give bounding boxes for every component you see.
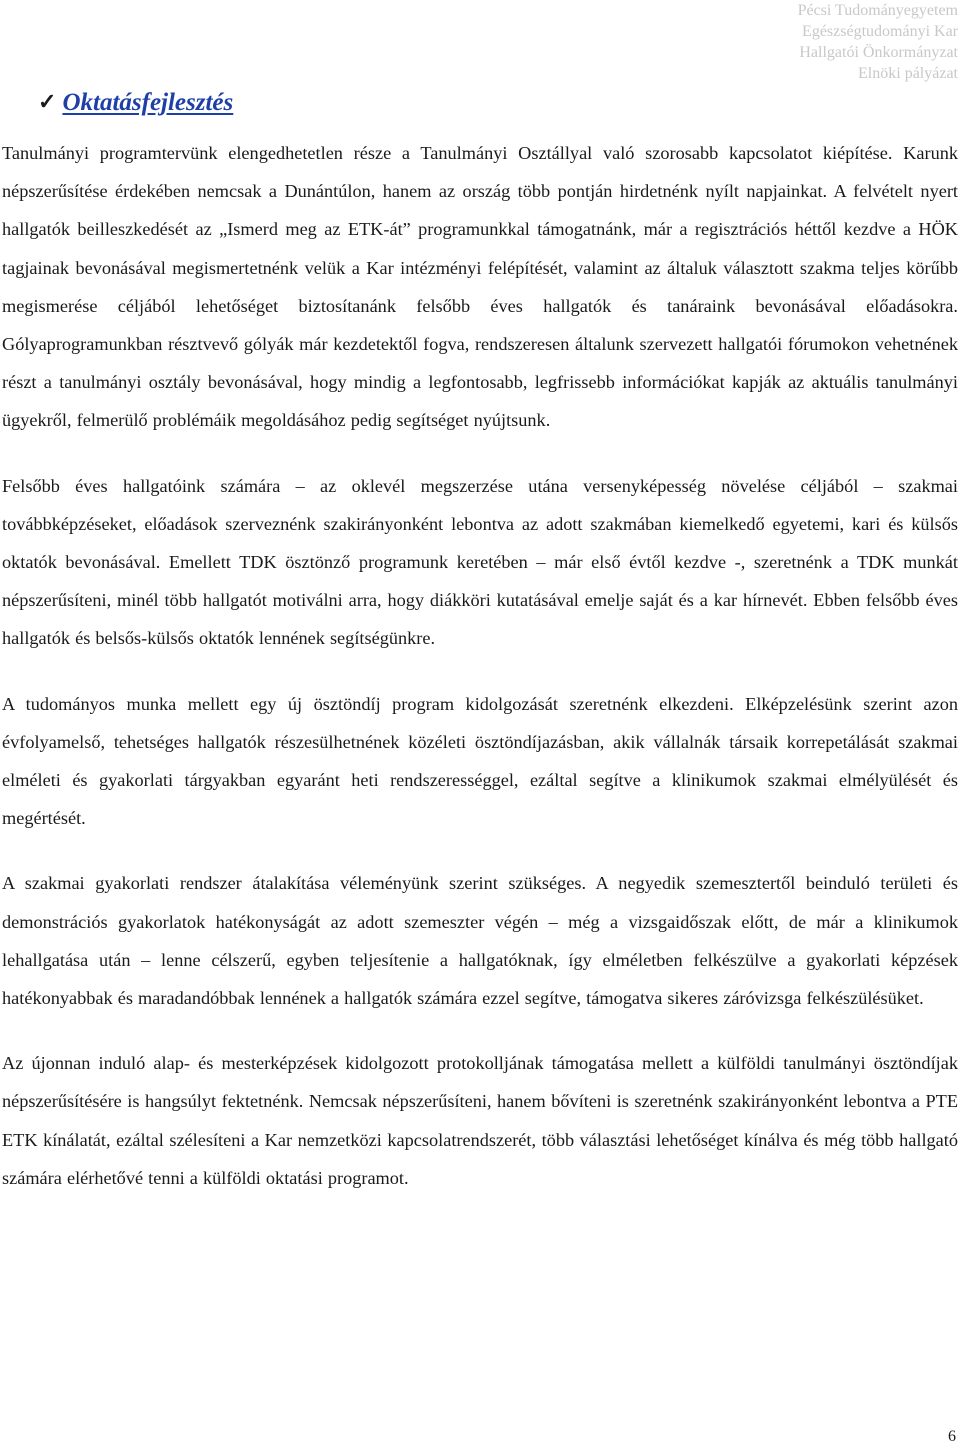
document-body: [2, 134, 958, 1224]
section-title: Oktatásfejlesztés: [62, 89, 234, 116]
paragraph-senior-students: Felsőbb éves hallgatóink számára – az oklevél megszerzése utána versenyképesség növelése céljából – szakmai továbbképzéseket, előadások szerveznénk szakirányonként lebontva az adott szakmában kiemelkedő egyetemi, kari és külsős oktatók bevonásával. Emellett TDK ösztönző programunk keretében – már első évtől kezdve -, szeretnénk a TDK munkát népszerűsíteni, minél több hallgatót motiválni arra, hogy diákköri kutatásával emelje saját és a kar hírnevét. Ebben felsőbb éves hallgatók és belsős-külsős oktatók lennének segítségünkre.: [2, 475, 958, 649]
paragraph-scholarship: A tudományos munka mellett egy új ösztöndíj program kidolgozását szeretnénk elkezdeni. Elképzelésünk szerint azon évfolyamelső, tehetséges hallgatók részesülhetnének közéleti ösztöndíjazásban, akik vállalnák társaik korrepetálását szakmai elméleti és gyakorlati tárgyakban egyaránt heti rendszerességgel, ezáltal segítve a klinikumok szakmai elmélyülését és megértését.: [2, 693, 958, 829]
header-university: Pécsi Tudományegyetem: [797, 2, 958, 19]
paragraph-curriculum: Tanulmányi programtervünk elengedhetetlen része a Tanulmányi Osztállyal való szorosabb kapcsolatot kiépítése. Karunk népszerűsítése érdekében nemcsak a Dunántúlon, hanem az ország több pontján hirdetnénk nyílt napjainkat. A felvételt nyert hallgatók beilleszkedését az „Ismerd meg az ETK-át” programunkkal támogatnánk, már a regisztrációs héttől kezdve a HÖK tagjainak bevonásával megismertetnénk velük a Kar intézményi felépítését, valamint az általuk választott szakma teljes körűbb megismerése céljából lehetőséget biztosítanánk felsőbb éves hallgatók és tanáraink bevonásával előadásokra. Gólyaprogramunkban résztvevő gólyák már kezdetektől fogva, rendszeresen általunk szervezett hallgatói fórumokon vehetnének részt a tanulmányi osztály bevonásával, hogy mindig a legfontosabb, legfrissebb információkat kapják az aktuális tanulmányi ügyekről, felmerülő problémáik megoldásához pedig segítséget nyújtsunk.: [2, 143, 958, 431]
document-header: [798, 0, 958, 84]
check-mark-icon: ✓: [38, 89, 57, 114]
header-student-union: Hallgatói Önkormányzat: [799, 44, 958, 61]
page-number: 6: [948, 1428, 956, 1445]
header-faculty: Egészségtudományi Kar: [802, 23, 958, 40]
section-heading: [38, 84, 233, 121]
header-document-type: Elnöki pályázat: [858, 65, 958, 82]
paragraph-international: Az újonnan induló alap- és mesterképzések kidolgozott protokolljának támogatása mellett a külföldi tanulmányi ösztöndíjak népszerűsítésére is hangsúlyt fektetnénk. Nemcsak népszerűsíteni, hanem bővíteni is szeretnénk szakirányonként lebontva a PTE ETK kínálatát, ezáltal szélesíteni a Kar nemzetközi kapcsolatrendszerét, több választási lehetőséget kínálva és még több hallgató számára elérhetővé tenni a külföldi oktatási programot.: [2, 1053, 958, 1188]
paragraph-practical-training: A szakmai gyakorlati rendszer átalakítása véleményünk szerint szükséges. A negyedik szemesztertől beinduló területi és demonstrációs gyakorlatok hatékonyságát az adott szemeszter végén – még a vizsgaidőszak előtt, de már a klinikumok lehallgatása után – lenne célszerű, egyben teljesítenie a hallgatóknak, így elméletben felkészülve a gyakorlati képzések hatékonyabbak és maradandóbbak lennének a hallgatók számára ezzel segítve, támogatva sikeres záróvizsga felkészülésüket.: [2, 873, 958, 1009]
